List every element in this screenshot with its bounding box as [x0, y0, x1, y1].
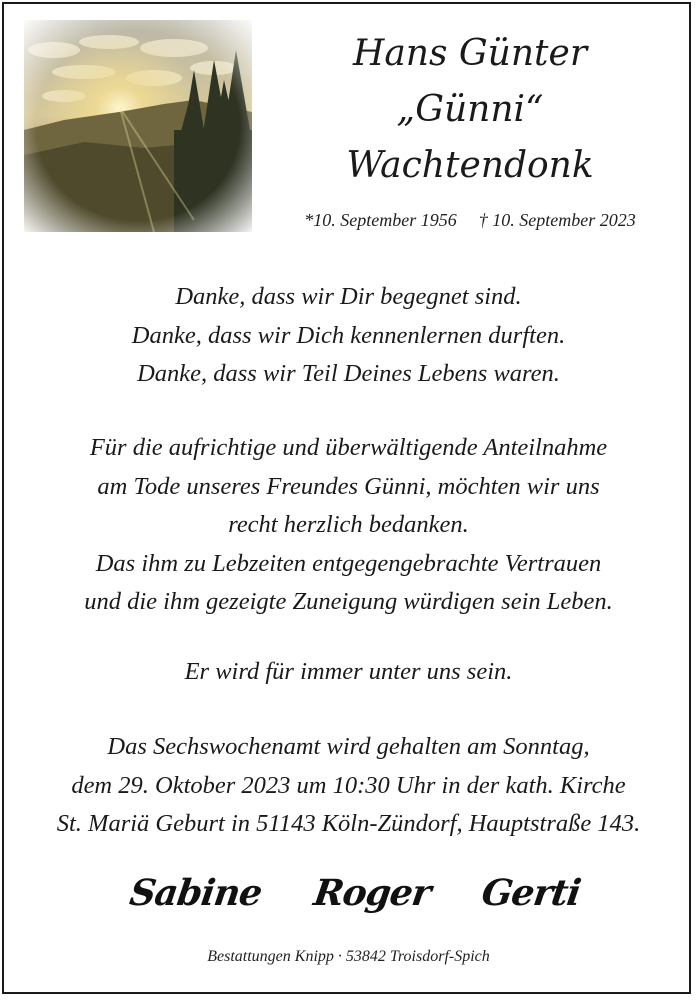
text-line: Danke, dass wir Dir begegnet sind.	[175, 283, 522, 310]
text-line: Das ihm zu Lebzeiten entgegengebrachte Vertrauen	[95, 549, 602, 577]
name-nickname: „Günni“	[396, 89, 544, 130]
text-line: dem 29. Oktober 2023 um 10:30 Uhr in der kath. Kirche	[71, 771, 626, 799]
name-first: Hans Günter	[352, 33, 588, 74]
text-line: und die ihm gezeigte Zuneigung würdigen sein Leben.	[84, 588, 613, 615]
signature-roger: Roger	[311, 872, 433, 914]
gratitude-paragraph	[0, 429, 697, 622]
life-dates	[280, 210, 660, 231]
text-line: Danke, dass wir Teil Deines Lebens waren.	[137, 360, 560, 387]
name-last: Wachtendonk	[346, 145, 594, 186]
text-line: Er wird für immer unter uns sein.	[184, 658, 513, 685]
death-date: † 10. September 2023	[478, 210, 636, 230]
text-line: Danke, dass wir Dich kennenlernen durften.	[131, 321, 566, 349]
text-line: St. Mariä Geburt in 51143 Köln-Zündorf, Hauptstraße 143.	[56, 810, 641, 837]
signature-sabine: Sabine	[127, 872, 265, 914]
text-line: Das Sechswochenamt wird gehalten am Sonntag,	[107, 733, 590, 760]
signatures	[0, 872, 697, 932]
thanks-verse	[0, 278, 697, 394]
service-announcement	[0, 728, 697, 844]
text-line: am Tode unseres Freundes Günni, möchten wir uns	[97, 472, 600, 500]
signature-gerti: Gerti	[479, 872, 583, 914]
text-line: recht herzlich bedanken.	[228, 511, 469, 538]
sunset-photo	[24, 20, 252, 232]
funeral-home-footer: Bestattungen Knipp · 53842 Troisdorf-Spich	[207, 948, 490, 965]
text-line: Für die aufrichtige und überwältigende Anteilnahme	[89, 434, 608, 461]
birth-date: *10. September 1956	[304, 210, 457, 230]
remembrance-line	[0, 653, 697, 692]
deceased-name	[280, 26, 660, 194]
